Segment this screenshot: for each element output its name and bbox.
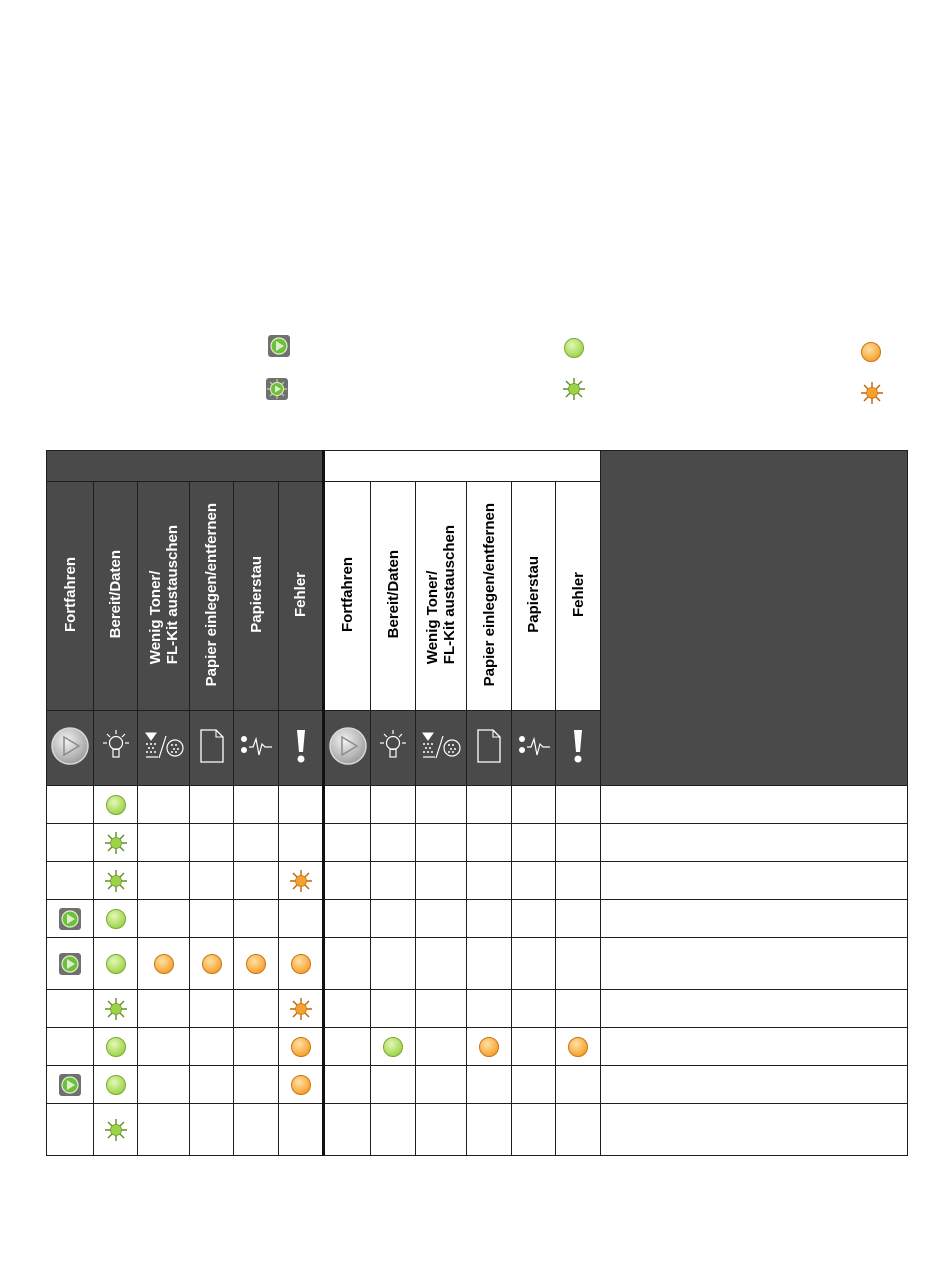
toner-drum-icon	[421, 731, 461, 766]
status-cell	[512, 824, 556, 862]
status-cell	[234, 862, 279, 900]
orange-light-on-icon	[200, 952, 224, 976]
green-light-blinking-icon	[104, 831, 128, 855]
column-label: Bereit/Daten	[107, 550, 124, 639]
status-cell	[512, 786, 556, 824]
table-row	[47, 862, 908, 900]
orange-light-on-icon	[566, 1035, 590, 1059]
status-cell	[279, 862, 324, 900]
status-cell	[138, 938, 190, 990]
status-cell	[467, 938, 512, 990]
orange-light-on-icon	[152, 952, 176, 976]
status-cell	[416, 862, 467, 900]
status-cell	[234, 938, 279, 990]
status-cell	[371, 938, 416, 990]
status-cell	[416, 900, 467, 938]
status-cell	[234, 1028, 279, 1066]
status-cell	[324, 990, 371, 1028]
table-row	[47, 990, 908, 1028]
status-cell	[94, 938, 138, 990]
column-icon-cell	[416, 711, 467, 786]
column-label: Fortfahren	[339, 557, 356, 632]
orange-light-on-icon	[289, 1035, 313, 1059]
status-cell	[138, 786, 190, 824]
secondary-group-header	[324, 451, 601, 482]
status-cell	[279, 900, 324, 938]
status-cell	[234, 786, 279, 824]
description-cell	[601, 1066, 908, 1104]
column-icon-cell	[190, 711, 234, 786]
green-light-on-icon	[104, 907, 128, 931]
description-cell	[601, 862, 908, 900]
status-cell	[556, 1066, 601, 1104]
status-cell	[324, 900, 371, 938]
status-cell	[138, 990, 190, 1028]
status-cell	[234, 824, 279, 862]
green-light-on-icon	[104, 1073, 128, 1097]
status-cell	[47, 1066, 94, 1104]
status-cell	[190, 824, 234, 862]
column-header-primary-3	[138, 482, 190, 711]
table-row	[47, 938, 908, 990]
status-cell	[279, 990, 324, 1028]
status-cell	[190, 1028, 234, 1066]
orange-light-blinking-icon	[289, 997, 313, 1021]
primary-group-header	[47, 451, 324, 482]
status-cell	[138, 1028, 190, 1066]
status-cell	[512, 990, 556, 1028]
status-cell	[190, 900, 234, 938]
column-icon-cell	[94, 711, 138, 786]
continue-on-icon	[267, 334, 291, 358]
orange-light-blinking-icon	[289, 869, 313, 893]
status-cell	[47, 990, 94, 1028]
toner-drum-icon	[144, 731, 184, 766]
status-cell	[512, 1066, 556, 1104]
status-cell	[47, 862, 94, 900]
paper-jam-icon	[516, 731, 552, 766]
status-cell	[138, 1066, 190, 1104]
status-cell	[94, 1066, 138, 1104]
status-cell	[512, 938, 556, 990]
table-row	[47, 786, 908, 824]
column-icon-cell	[467, 711, 512, 786]
status-cell	[324, 1104, 371, 1156]
table-row	[47, 1066, 908, 1104]
status-cell	[371, 1104, 416, 1156]
continue-on-icon	[58, 1073, 82, 1097]
column-icon-cell	[279, 711, 324, 786]
status-cell	[190, 938, 234, 990]
status-cell	[371, 786, 416, 824]
column-header-secondary-2	[371, 482, 416, 711]
status-cell	[94, 786, 138, 824]
status-cell	[467, 1104, 512, 1156]
column-icon-cell	[47, 711, 94, 786]
description-cell	[601, 990, 908, 1028]
green-light-blinking-icon	[562, 377, 586, 401]
status-cell	[138, 862, 190, 900]
column-header-secondary-6	[556, 482, 601, 711]
column-icon-cell	[371, 711, 416, 786]
status-cell	[556, 938, 601, 990]
status-cell	[467, 786, 512, 824]
column-header-primary-1	[47, 482, 94, 711]
paper-jam-icon	[238, 731, 274, 766]
continue-blinking-icon	[265, 377, 289, 401]
column-label: Wenig Toner/ FL-Kit austauschen	[424, 524, 458, 665]
status-cell	[512, 1104, 556, 1156]
status-cell	[94, 900, 138, 938]
green-light-blinking-icon	[104, 869, 128, 893]
status-cell	[416, 824, 467, 862]
status-cell	[279, 824, 324, 862]
status-cell	[467, 824, 512, 862]
column-label: Fortfahren	[61, 557, 79, 632]
green-light-on-icon	[104, 952, 128, 976]
status-cell	[234, 900, 279, 938]
status-cell	[234, 990, 279, 1028]
column-header-secondary-1	[324, 482, 371, 711]
status-cell	[371, 862, 416, 900]
green-light-blinking-icon	[104, 1118, 128, 1142]
status-cell	[190, 990, 234, 1028]
column-icon-cell	[234, 711, 279, 786]
status-cell	[94, 1104, 138, 1156]
green-light-on-icon	[562, 336, 586, 360]
lightbulb-icon	[101, 728, 131, 769]
column-icon-cell	[512, 711, 556, 786]
column-header-secondary-3	[416, 482, 467, 711]
orange-light-on-icon	[289, 1073, 313, 1097]
exclamation-icon	[293, 728, 309, 769]
status-cell	[190, 1066, 234, 1104]
column-icon-cell	[556, 711, 601, 786]
status-cell	[190, 786, 234, 824]
status-cell	[416, 1066, 467, 1104]
column-label: Papierstau	[247, 556, 265, 633]
status-cell	[47, 786, 94, 824]
status-cell	[467, 1028, 512, 1066]
status-cell	[324, 1028, 371, 1066]
column-label: Papier einlegen/entfernen	[480, 502, 498, 687]
column-header-primary-2	[94, 482, 138, 711]
status-cell	[47, 938, 94, 990]
status-cell	[94, 862, 138, 900]
status-cell	[371, 1066, 416, 1104]
table-row	[47, 1028, 908, 1066]
description-cell	[601, 900, 908, 938]
description-cell	[601, 824, 908, 862]
green-light-blinking-icon	[104, 997, 128, 1021]
status-cell	[416, 1104, 467, 1156]
status-cell	[512, 900, 556, 938]
status-cell	[324, 824, 371, 862]
status-cell	[556, 786, 601, 824]
status-cell	[138, 900, 190, 938]
table-row	[47, 824, 908, 862]
status-cell	[279, 786, 324, 824]
status-cell	[47, 824, 94, 862]
status-cell	[416, 1028, 467, 1066]
status-cell	[371, 990, 416, 1028]
table-row	[47, 1104, 908, 1156]
status-cell	[467, 900, 512, 938]
status-cell	[556, 824, 601, 862]
column-header-secondary-4	[467, 482, 512, 711]
status-cell	[324, 938, 371, 990]
status-cell	[279, 938, 324, 990]
status-cell	[279, 1066, 324, 1104]
status-cell	[556, 900, 601, 938]
continue-on-icon	[58, 907, 82, 931]
column-header-primary-6	[279, 482, 324, 711]
status-cell	[556, 1104, 601, 1156]
continue-on-icon	[58, 952, 82, 976]
status-cell	[416, 990, 467, 1028]
status-cell	[234, 1104, 279, 1156]
light-sequence-table	[46, 450, 908, 1156]
continue-button-icon	[50, 726, 90, 771]
status-cell	[371, 1028, 416, 1066]
status-cell	[324, 786, 371, 824]
continue-button-icon	[328, 726, 368, 771]
status-cell	[47, 1104, 94, 1156]
green-light-on-icon	[381, 1035, 405, 1059]
column-icon-cell	[324, 711, 371, 786]
status-cell	[324, 862, 371, 900]
column-icon-cell	[138, 711, 190, 786]
orange-light-on-icon	[477, 1035, 501, 1059]
table-row	[47, 900, 908, 938]
column-header-secondary-5	[512, 482, 556, 711]
description-cell	[601, 1104, 908, 1156]
column-header-primary-4	[190, 482, 234, 711]
description-cell	[601, 1028, 908, 1066]
column-label: Papierstau	[525, 556, 542, 633]
column-label: Fehler	[569, 571, 587, 617]
orange-light-blinking-icon	[860, 381, 884, 405]
paper-icon	[475, 728, 503, 769]
status-cell	[279, 1104, 324, 1156]
status-cell	[324, 1066, 371, 1104]
status-cell	[94, 990, 138, 1028]
column-header-primary-5	[234, 482, 279, 711]
orange-light-on-icon	[859, 340, 883, 364]
description-cell	[601, 938, 908, 990]
status-cell	[556, 862, 601, 900]
status-cell	[94, 824, 138, 862]
status-cell	[371, 900, 416, 938]
status-cell	[371, 824, 416, 862]
column-label: Fehler	[292, 571, 309, 617]
orange-light-on-icon	[289, 952, 313, 976]
lightbulb-icon	[378, 728, 408, 769]
paper-icon	[198, 728, 226, 769]
exclamation-icon	[570, 728, 586, 769]
status-cell	[94, 1028, 138, 1066]
column-label: Bereit/Daten	[384, 550, 402, 639]
status-cell	[467, 862, 512, 900]
green-light-on-icon	[104, 793, 128, 817]
status-cell	[190, 1104, 234, 1156]
status-cell	[512, 862, 556, 900]
status-cell	[467, 990, 512, 1028]
column-label: Wenig Toner/ FL-Kit austauschen	[146, 524, 181, 665]
status-cell	[416, 938, 467, 990]
status-cell	[416, 786, 467, 824]
status-cell	[556, 990, 601, 1028]
status-cell	[279, 1028, 324, 1066]
status-cell	[138, 1104, 190, 1156]
description-cell	[601, 786, 908, 824]
status-cell	[234, 1066, 279, 1104]
status-cell	[190, 862, 234, 900]
status-cell	[467, 1066, 512, 1104]
orange-light-on-icon	[244, 952, 268, 976]
status-cell	[47, 900, 94, 938]
description-header	[601, 451, 908, 786]
column-label: Papier einlegen/entfernen	[203, 502, 220, 687]
status-cell	[47, 1028, 94, 1066]
green-light-on-icon	[104, 1035, 128, 1059]
status-cell	[138, 824, 190, 862]
status-cell	[512, 1028, 556, 1066]
status-cell	[556, 1028, 601, 1066]
